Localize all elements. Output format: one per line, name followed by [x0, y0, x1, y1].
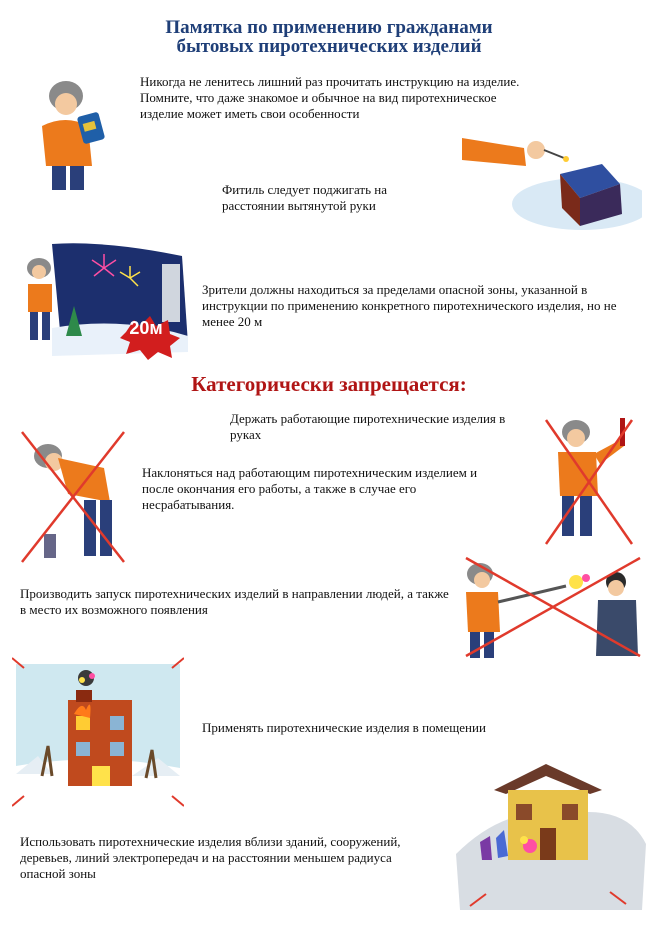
prohibition-holding: Держать работающие пиротехнические изделия в руках: [230, 411, 506, 442]
prohibited-heading: Категорически запрещается:: [191, 372, 467, 396]
prohibition-leaning: Наклоняться над работающим пиротехническим изделием и после окончания его работы, а также в случае его несрабатывания.: [142, 465, 478, 512]
man-reading-instructions-icon: [22, 74, 114, 194]
launching-at-people-icon: [458, 552, 648, 662]
burning-building-icon: [12, 656, 184, 808]
distance-badge: 20м: [129, 318, 163, 338]
lighting-fuse-hand-icon: [462, 118, 642, 230]
house-fireworks-icon: [446, 734, 652, 918]
page-title: Памятка по применению гражданами: [165, 17, 493, 38]
prohibition-indoors: Применять пиротехнические изделия в помещении: [202, 720, 486, 735]
page-title-line2: бытовых пиротехнических изделий: [176, 36, 482, 57]
prohibition-at-people: Производить запуск пиротехнических изделий в направлении людей, а также в место их возможного появления: [20, 586, 449, 617]
leaning-over-firework-icon: [14, 428, 132, 568]
tip-spectator-distance: Зрители должны находиться за пределами опасной зоны, указанной в инструкции по применению конкретного пиротехнического изделия, но не менее 20 м: [202, 282, 617, 329]
holding-firework-icon: [540, 410, 640, 550]
tip-read-instructions: Никогда не ленитесь лишний раз прочитать инструкцию на изделие. Помните, что даже знакомое и обычное на вид пиротехническое изделие может иметь свои особенности: [140, 74, 520, 121]
spectators-fireworks-icon: [22, 240, 190, 360]
prohibition-near-buildings: Использовать пиротехнические изделия вблизи зданий, сооружений, деревьев, линий электропередач и на расстоянии меньшем радиуса опасной зоны: [20, 834, 401, 881]
tip-fuse-distance: Фитиль следует поджигать на расстоянии вытянутой руки: [222, 182, 388, 213]
